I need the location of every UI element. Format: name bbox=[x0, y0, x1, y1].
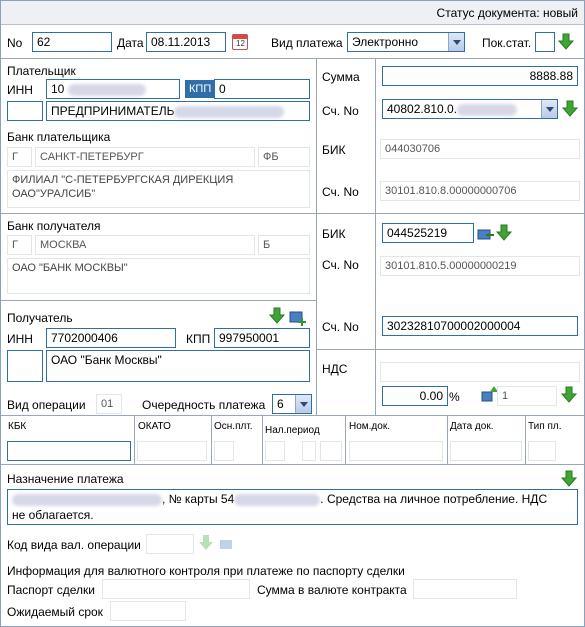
nomdoc-label: Ном.док. bbox=[349, 421, 390, 432]
purpose-textarea[interactable] bbox=[7, 489, 578, 525]
divider bbox=[262, 415, 263, 464]
divider bbox=[1, 415, 584, 416]
okato-input bbox=[137, 441, 207, 461]
payer-inn-value: 10 bbox=[51, 82, 65, 96]
divider bbox=[134, 415, 135, 464]
payer-corr-value: 30101.810.8.00000000706 bbox=[380, 181, 580, 201]
payee-name-input[interactable]: ОАО "Банк Москвы" bbox=[46, 350, 310, 382]
redacted-blur bbox=[174, 106, 284, 118]
green-down-arrow-icon[interactable] bbox=[561, 100, 579, 118]
purpose-text-3: не облагается. bbox=[12, 508, 94, 522]
payer-inn-input[interactable] bbox=[46, 79, 180, 99]
sum-label: Сумма bbox=[322, 70, 360, 84]
payment-order-select[interactable] bbox=[272, 394, 312, 414]
period-input-2 bbox=[302, 441, 316, 461]
contract-sum-input bbox=[413, 579, 517, 599]
osn-input bbox=[214, 441, 234, 461]
bank-lookup-icon[interactable] bbox=[477, 225, 495, 243]
payer-bank-name: ФИЛИАЛ "С-ПЕТЕРБУРГСКАЯ ДИРЕКЦИЯ ОАО"УРАЛСИБ" bbox=[7, 170, 310, 208]
currency-code-input bbox=[146, 534, 194, 554]
period-input-1 bbox=[265, 441, 285, 461]
payer-corr-label: Сч. No bbox=[322, 185, 359, 199]
period-label: Нал.период bbox=[265, 425, 320, 436]
nds-percent-label: % bbox=[449, 390, 460, 404]
payer-kpp-input[interactable]: 0 bbox=[214, 79, 310, 99]
pokstat-input[interactable] bbox=[535, 32, 555, 52]
green-down-arrow-icon[interactable] bbox=[268, 307, 286, 325]
divider bbox=[447, 415, 448, 464]
status-text: Статус документа: новый bbox=[436, 6, 578, 20]
chevron-down-icon bbox=[541, 100, 557, 118]
operation-type-label: Вид операции bbox=[7, 398, 86, 412]
payee-inn-input[interactable]: 7702000406 bbox=[46, 328, 176, 348]
green-down-arrow-icon[interactable] bbox=[560, 386, 578, 404]
payee-bank-city-type: Г bbox=[7, 235, 32, 255]
datadoc-input bbox=[450, 441, 522, 461]
datadoc-label: Дата док. bbox=[450, 421, 494, 432]
divider bbox=[211, 415, 212, 464]
calendar-icon[interactable]: 12 bbox=[232, 34, 248, 50]
payee-bank-code: Б bbox=[258, 235, 310, 255]
payer-account-select[interactable] bbox=[382, 99, 558, 119]
payer-bank-city: САНКТ-ПЕТЕРБУРГ bbox=[35, 147, 255, 167]
divider bbox=[375, 58, 376, 415]
payee-bik-label: БИК bbox=[322, 227, 346, 241]
add-card-icon[interactable] bbox=[289, 309, 307, 327]
tippl-input bbox=[528, 441, 556, 461]
currency-info-title: Информация для валютного контроля при платеже по паспорту сделки bbox=[7, 564, 405, 578]
passport-label: Паспорт сделки bbox=[7, 583, 95, 597]
payee-corr-label: Сч. No bbox=[322, 258, 359, 272]
payee-account-label: Сч. No bbox=[322, 320, 359, 334]
payer-type-input[interactable] bbox=[7, 101, 43, 121]
divider bbox=[1, 58, 584, 59]
sum-input[interactable]: 8888.88 bbox=[382, 66, 578, 86]
operation-type-value: 01 bbox=[96, 394, 122, 414]
purpose-text-1: , № карты 54 bbox=[162, 492, 235, 506]
payer-account-value: 40802.810.0. bbox=[387, 102, 458, 116]
nds-label: НДС bbox=[322, 362, 348, 376]
payee-account-input[interactable]: 30232810700002000004 bbox=[382, 316, 578, 336]
currency-code-label: Код вида вал. операции bbox=[7, 538, 141, 552]
divider bbox=[345, 415, 346, 464]
expected-term-input bbox=[110, 601, 186, 621]
payee-kpp-label: КПП bbox=[186, 332, 211, 346]
date-label: Дата bbox=[117, 36, 144, 50]
passport-input bbox=[102, 579, 250, 599]
divider bbox=[1, 300, 316, 301]
payer-account-label: Сч. No bbox=[322, 104, 359, 118]
kbk-input[interactable] bbox=[7, 441, 131, 461]
payer-inn-label: ИНН bbox=[7, 83, 33, 97]
chevron-down-icon bbox=[448, 33, 464, 51]
payer-bank-title: Банк плательщика bbox=[7, 130, 111, 144]
paytype-value: Электронно bbox=[352, 35, 419, 49]
purpose-text-2: . Средства на личное потребление. НДС bbox=[320, 492, 548, 506]
pokstat-label: Пок.стат. bbox=[482, 36, 532, 50]
redacted-blur bbox=[68, 84, 146, 96]
redacted-blur bbox=[457, 104, 517, 116]
green-down-arrow-icon[interactable] bbox=[560, 470, 578, 488]
period-input-3 bbox=[320, 441, 342, 461]
paytype-label: Вид платежа bbox=[271, 36, 343, 50]
date-input[interactable]: 08.11.2013 bbox=[146, 32, 226, 52]
divider bbox=[316, 58, 317, 415]
nds-info bbox=[380, 362, 580, 382]
paytype-select[interactable] bbox=[347, 32, 465, 52]
payment-order-label: Очередность платежа bbox=[142, 398, 266, 412]
payee-bank-title: Банк получателя bbox=[7, 219, 101, 233]
divider bbox=[525, 415, 526, 464]
divider bbox=[316, 349, 584, 350]
kbk-label: КБК bbox=[8, 421, 27, 432]
contract-sum-label: Сумма в валюте контракта bbox=[257, 583, 407, 597]
chevron-down-icon bbox=[295, 395, 311, 413]
payee-title: Получатель bbox=[7, 311, 73, 325]
tippl-label: Тип пл. bbox=[528, 421, 562, 432]
payee-kpp-input[interactable]: 997950001 bbox=[214, 328, 310, 348]
purpose-title: Назначение платежа bbox=[7, 472, 124, 486]
payee-bank-name: ОАО "БАНК МОСКВЫ" bbox=[7, 258, 310, 294]
payer-kpp-label: КПП bbox=[185, 80, 215, 98]
divider bbox=[1, 464, 584, 465]
divider bbox=[1, 213, 584, 214]
redacted-blur bbox=[234, 494, 320, 506]
payer-name-value: ПРЕДПРИНИМАТЕЛЬ bbox=[51, 104, 175, 118]
payer-name-input[interactable] bbox=[46, 101, 310, 121]
payer-title: Плательщик bbox=[7, 64, 76, 78]
payment-order-value: 6 bbox=[277, 397, 284, 411]
payee-corr-value: 30101.810.5.00000000219 bbox=[380, 256, 580, 276]
lookup-icon[interactable] bbox=[219, 535, 237, 553]
payee-bik-input[interactable]: 044525219 bbox=[382, 223, 474, 243]
expected-term-label: Ожидаемый срок bbox=[7, 605, 103, 619]
payee-type-input[interactable] bbox=[7, 350, 43, 382]
payer-bik-label: БИК bbox=[322, 143, 346, 157]
green-down-arrow-icon[interactable] bbox=[197, 534, 215, 552]
payee-bank-city: МОСКВА bbox=[35, 235, 255, 255]
nds-value-input[interactable]: 0.00 bbox=[382, 386, 448, 406]
payer-bank-city-type: Г bbox=[7, 147, 32, 167]
payee-inn-label: ИНН bbox=[7, 332, 33, 346]
nds-rate-value: 1 bbox=[497, 386, 557, 406]
green-down-arrow-icon[interactable] bbox=[495, 224, 513, 242]
green-down-arrow-icon[interactable] bbox=[557, 33, 575, 51]
okato-label: ОКАТО bbox=[138, 421, 171, 432]
no-label: No bbox=[7, 36, 23, 50]
payer-bank-code: ФБ bbox=[258, 147, 310, 167]
status-bar bbox=[1, 1, 584, 25]
osn-label: Осн.плт. bbox=[214, 421, 253, 432]
doc-number-input[interactable]: 62 bbox=[32, 32, 112, 52]
redacted-blur bbox=[12, 494, 162, 506]
payer-bik-value: 044030706 bbox=[380, 139, 580, 159]
nomdoc-input bbox=[349, 441, 443, 461]
